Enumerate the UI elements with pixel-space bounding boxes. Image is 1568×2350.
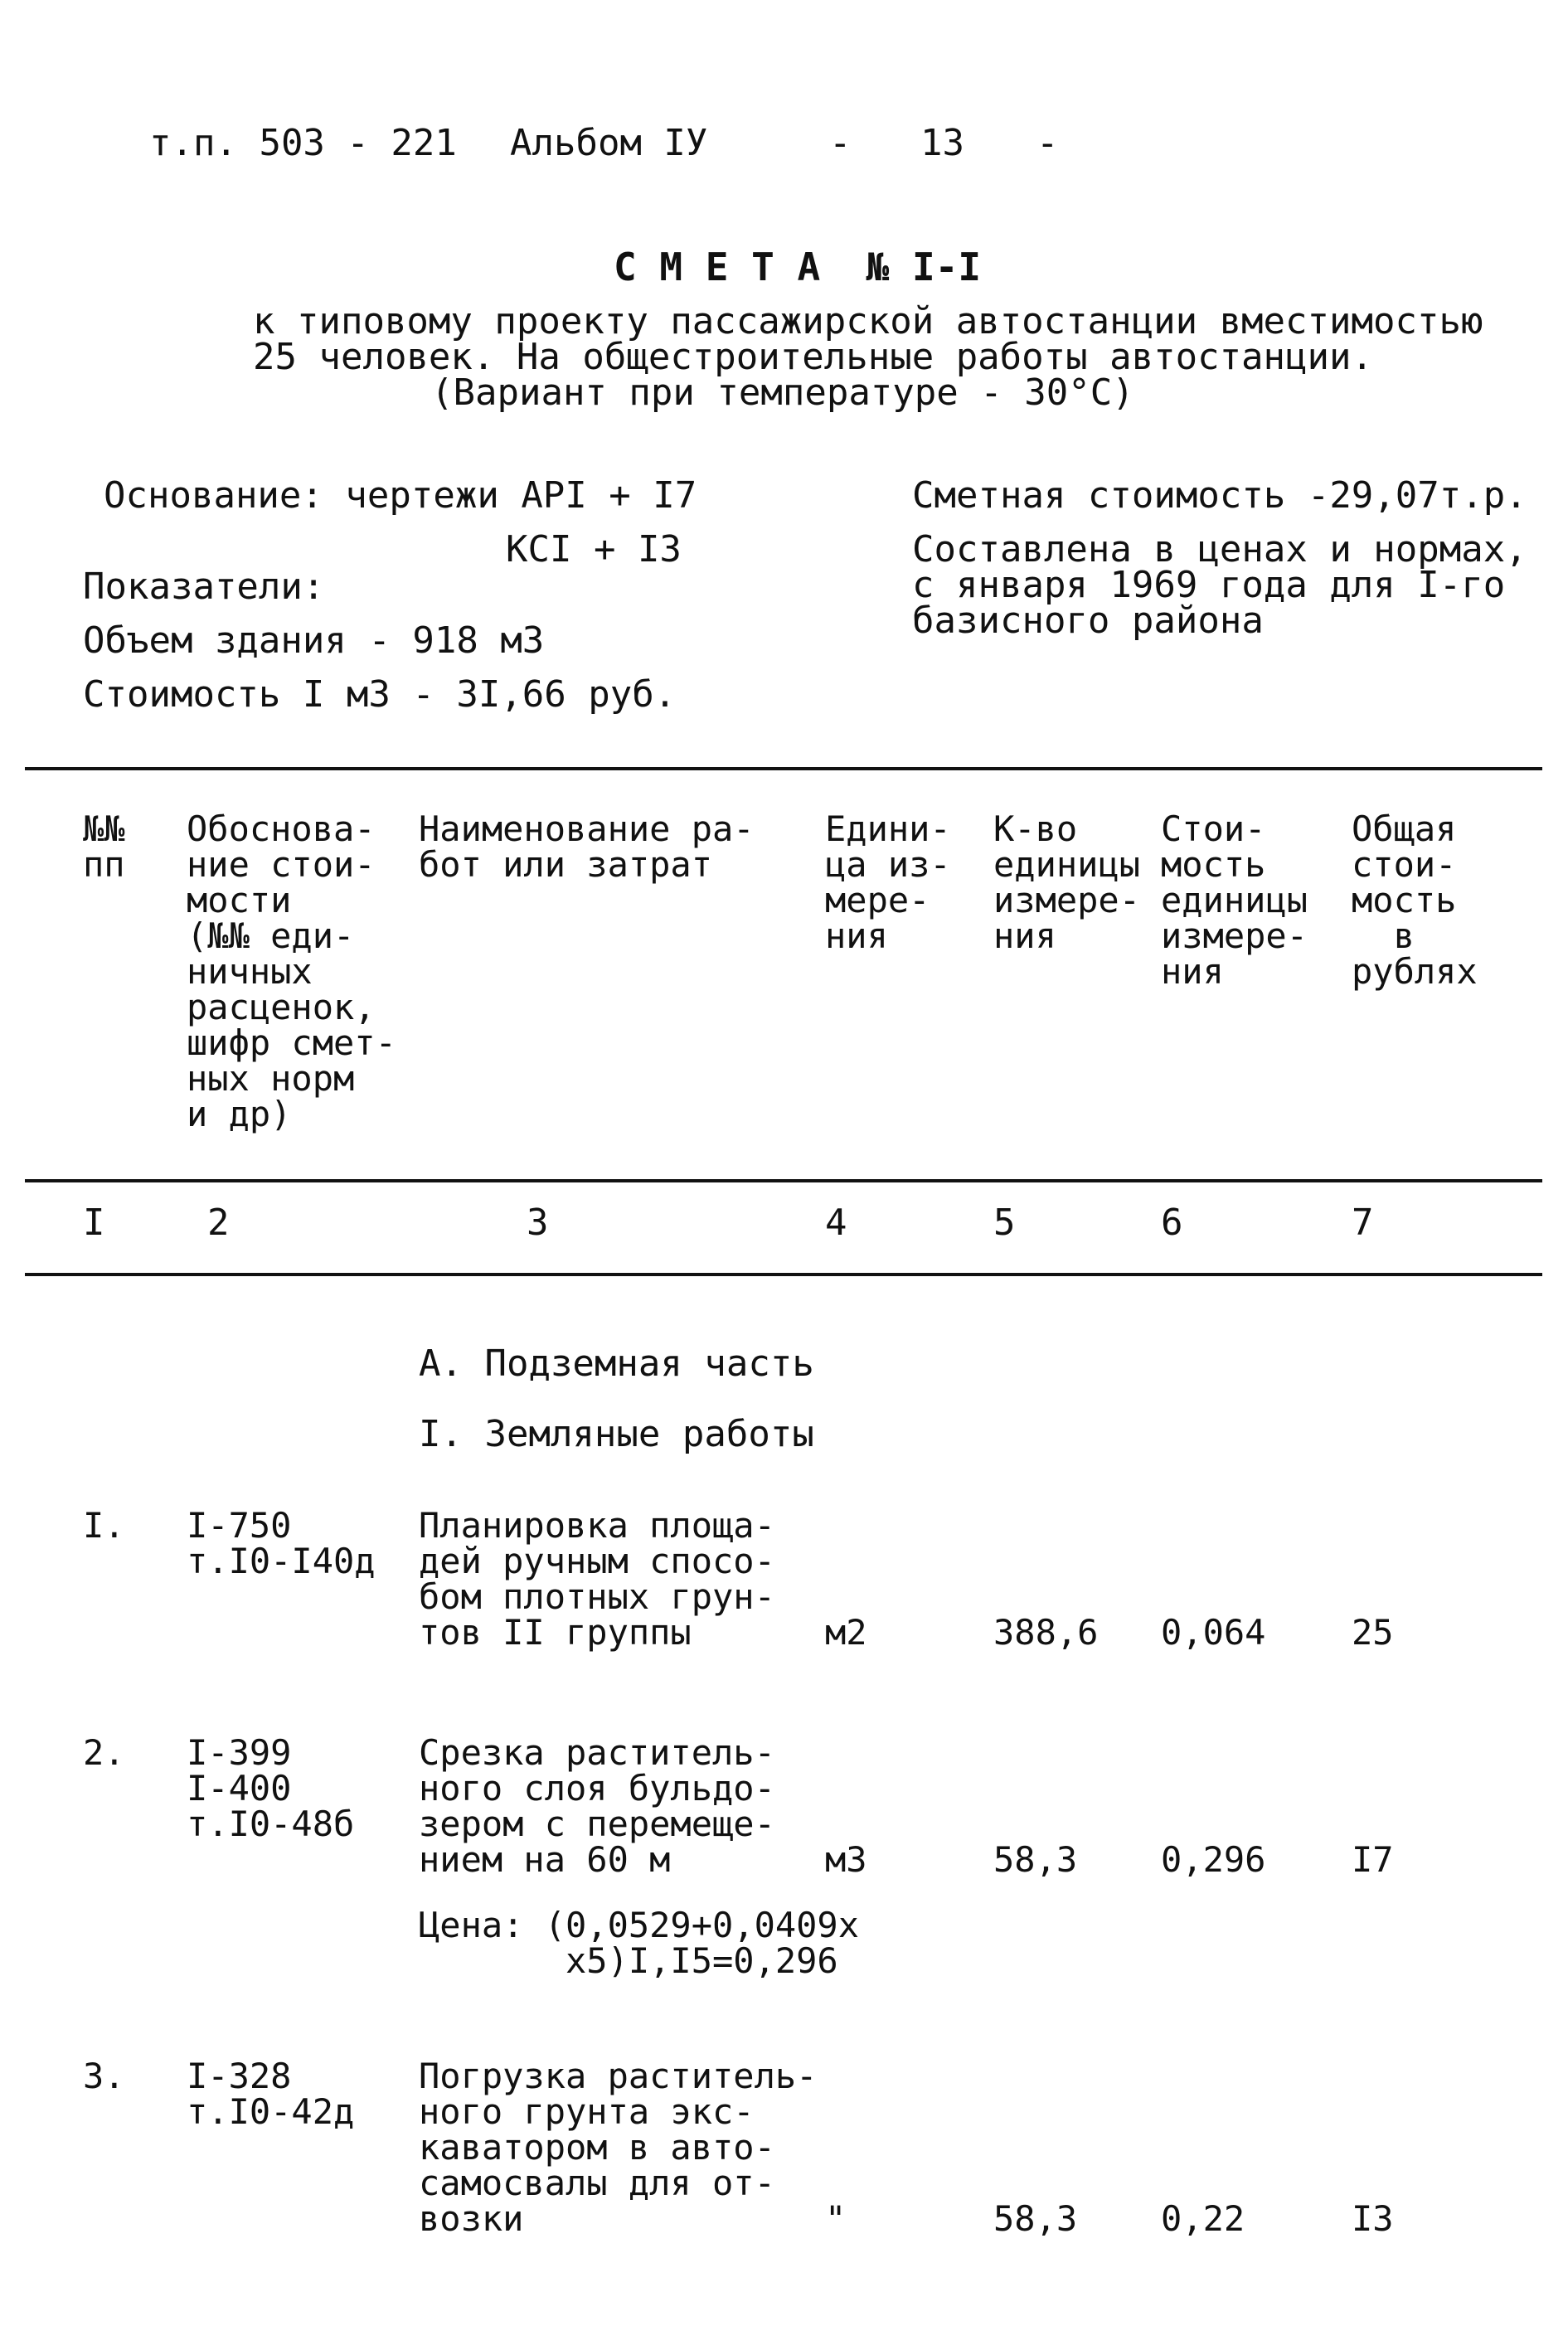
row-unit: м2 — [825, 1612, 867, 1653]
col-header-name: Наименование ра- бот или затрат — [419, 808, 755, 885]
cost-per-m3: Стоимость I м3 - 3I,66 руб. — [83, 673, 677, 716]
row-unit-cost: 0,064 — [1161, 1612, 1266, 1653]
document-title: С М Е Т А № I-I — [614, 245, 982, 289]
row-basis: I-399 I-400 т.I0-48б — [187, 1732, 355, 1844]
row-work-name: Планировка площа- дей ручным спосо- бом плотных грун- тов II группы — [419, 1505, 775, 1653]
section-heading-underground: А. Подземная часть — [419, 1343, 814, 1385]
col-number-4: 4 — [825, 1202, 847, 1244]
album-label: Альбом IУ — [510, 122, 708, 164]
row-number: I. — [83, 1505, 125, 1546]
col-number-3: 3 — [527, 1202, 549, 1244]
col-header-total: Общая стои- мость в рублях — [1352, 808, 1478, 992]
section-heading-earthworks: I. Земляные работы — [419, 1413, 814, 1455]
prices-note-3: базисного района — [912, 600, 1264, 642]
row-quantity: 388,6 — [993, 1612, 1099, 1653]
col-number-2: 2 — [207, 1202, 230, 1244]
series-code: т.п. 503 - 221 — [149, 122, 457, 164]
row-basis: I-750 т.I0-I40д — [187, 1505, 376, 1581]
row-unit: " — [825, 2198, 847, 2239]
header-dash-right: - — [1036, 122, 1059, 164]
prices-note-2: с января 1969 года для I-го — [912, 564, 1506, 606]
col-number-6: 6 — [1161, 1202, 1183, 1244]
col-header-basis: Обоснова- ние стои- мости (№№ еди- ничных расценок, шифр смет- ных норм и др) — [187, 808, 396, 1134]
col-header-qty: К-во единицы измере- ния — [993, 808, 1141, 956]
col-number-7: 7 — [1352, 1202, 1374, 1244]
prices-note-1: Составлена в ценах и нормах, — [912, 528, 1527, 571]
table-top-rule — [25, 767, 1542, 770]
title-line-2: 25 человек. На общестроительные работы автостанции. — [253, 336, 1374, 378]
col-header-unit: Едини- ца из- мере- ния — [825, 808, 951, 956]
row-basis: I-328 т.I0-42д — [187, 2056, 355, 2132]
col-header-unit-cost: Стои- мость единицы измере- ния — [1161, 808, 1308, 992]
col-number-5: 5 — [993, 1202, 1016, 1244]
row-work-name: Срезка раститель- ного слоя бульдо- зером с перемеще- нием на 60 м — [419, 1732, 775, 1880]
row-total: I7 — [1352, 1839, 1394, 1880]
row-total: 25 — [1352, 1612, 1394, 1653]
row-quantity: 58,3 — [993, 2198, 1078, 2239]
col-header-num: №№ пп — [83, 808, 125, 885]
table-header-rule — [25, 1179, 1542, 1182]
title-line-1: к типовому проекту пассажирской автостанции вместимостью — [253, 300, 1483, 342]
row-unit-cost: 0,296 — [1161, 1839, 1266, 1880]
row-work-name: Погрузка раститель- ного грунта экс- каватором в авто- самосвалы для от- возки — [419, 2056, 818, 2239]
title-line-3: (Вариант при температуре - 30°С) — [431, 371, 1134, 414]
row-price-note: Цена: (0,0529+0,0409х х5)I,I5=0,296 — [419, 1905, 860, 1981]
row-number: 3. — [83, 2056, 125, 2096]
col-number-1: I — [83, 1202, 105, 1244]
basis-drawings-2: КСI + I3 — [506, 528, 682, 571]
row-total: I3 — [1352, 2198, 1394, 2239]
row-quantity: 58,3 — [993, 1839, 1078, 1880]
page-number: 13 — [920, 122, 964, 164]
table-colnum-rule — [25, 1273, 1542, 1276]
indicators-label: Показатели: — [83, 566, 325, 608]
row-unit-cost: 0,22 — [1161, 2198, 1245, 2239]
building-volume: Объем здания - 918 м3 — [83, 619, 545, 662]
basis-drawings: Основание: чертежи АРI + I7 — [104, 474, 697, 517]
estimated-cost: Сметная стоимость -29,07т.р. — [912, 474, 1527, 517]
row-unit: м3 — [825, 1839, 867, 1880]
row-number: 2. — [83, 1732, 125, 1773]
header-dash-left: - — [829, 122, 852, 164]
